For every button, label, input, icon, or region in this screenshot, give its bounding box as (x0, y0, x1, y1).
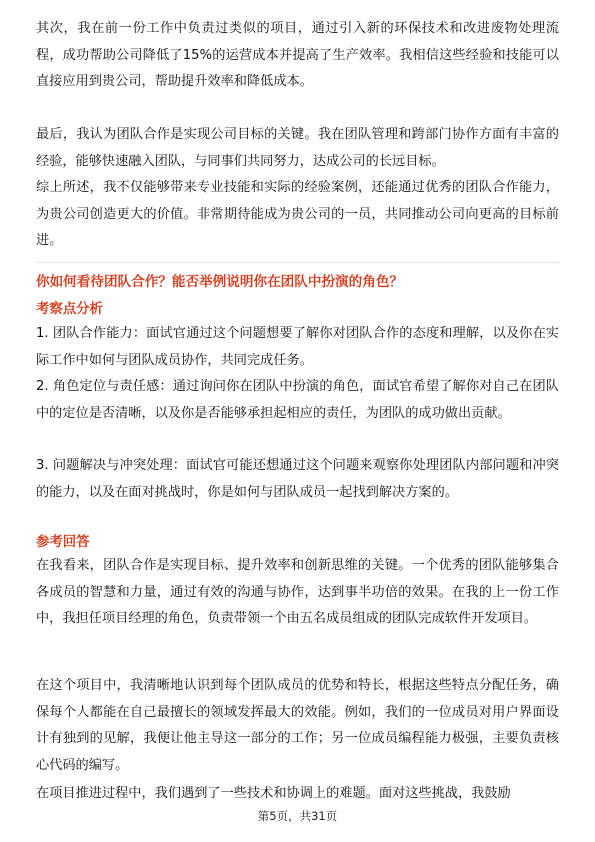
intro-paragraph-3: 综上所述，我不仅能够带来专业技能和实际的经验案例，还能通过优秀的团队合作能力，为贵公司创造更大的价值。非常期待能成为贵公司的一员，共同推动公司向更高的目标前进。 (36, 180, 559, 249)
analysis-point-2: 2. 角色定位与责任感：通过询问你在团队中扮演的角色，面试官希望了解你对自己在团队中的定位是否清晰，以及你是否能够承担起相应的责任，为团队的成功做出贡献。 (36, 379, 559, 421)
intro-paragraph-1: 其次，我在前一份工作中负责过类似的项目，通过引入新的环保技术和改进废物处理流程，成功帮助公司降低了15%的运营成本并提高了生产效率。我相信这些经验和技能可以直接应用到贵公司，帮助提升效率和降低成本。 (36, 21, 559, 90)
section-divider (36, 262, 559, 263)
answer-paragraph-2: 在这个项目中，我清晰地认识到每个团队成员的优势和特长，根据这些特点分配任务，确保每个人都能在自己最擅长的领域发挥最大的效能。例如，我们的一位成员对用户界面设计有独到的见解，我便让他主导这一部分的工作；另一位成员编程能力极强，主要负责核心代码的编写。 (36, 678, 559, 773)
page-footer: 第5页，共31页 (257, 809, 338, 823)
analysis-heading: 考察点分析 (36, 302, 103, 317)
answer-paragraph-1: 在我看来，团队合作是实现目标、提升效率和创新思维的关键。一个优秀的团队能够集合各成员的智慧和力量，通过有效的沟通与协作，达到事半功倍的效果。在我的上一份工作中，我担任项目经理的角色，负责带领一个由五名成员组成的团队完成软件开发项目。 (36, 558, 559, 627)
answer-paragraph-3: 在项目推进过程中，我们遇到了一些技术和协调上的难题。面对这些挑战，我鼓励 (36, 786, 511, 801)
analysis-point-3: 3. 问题解决与冲突处理：面试官可能还想通过这个问题来观察你处理团队内部问题和冲突的能力，以及在面对挑战时，你是如何与团队成员一起找到解决方案的。 (36, 458, 559, 500)
answer-heading: 参考回答 (36, 535, 90, 550)
question-heading: 你如何看待团队合作？能否举例说明你在团队中扮演的角色？ (36, 274, 404, 290)
intro-paragraph-2: 最后，我认为团队合作是实现公司目标的关键。我在团队管理和跨部门协作方面有丰富的经验，能够快速融入团队，与同事们共同努力，达成公司的长远目标。 (36, 127, 559, 169)
analysis-point-1: 1. 团队合作能力：面试官通过这个问题想要了解你对团队合作的态度和理解，以及你在实际工作中如何与团队成员协作，共同完成任务。 (36, 326, 559, 368)
